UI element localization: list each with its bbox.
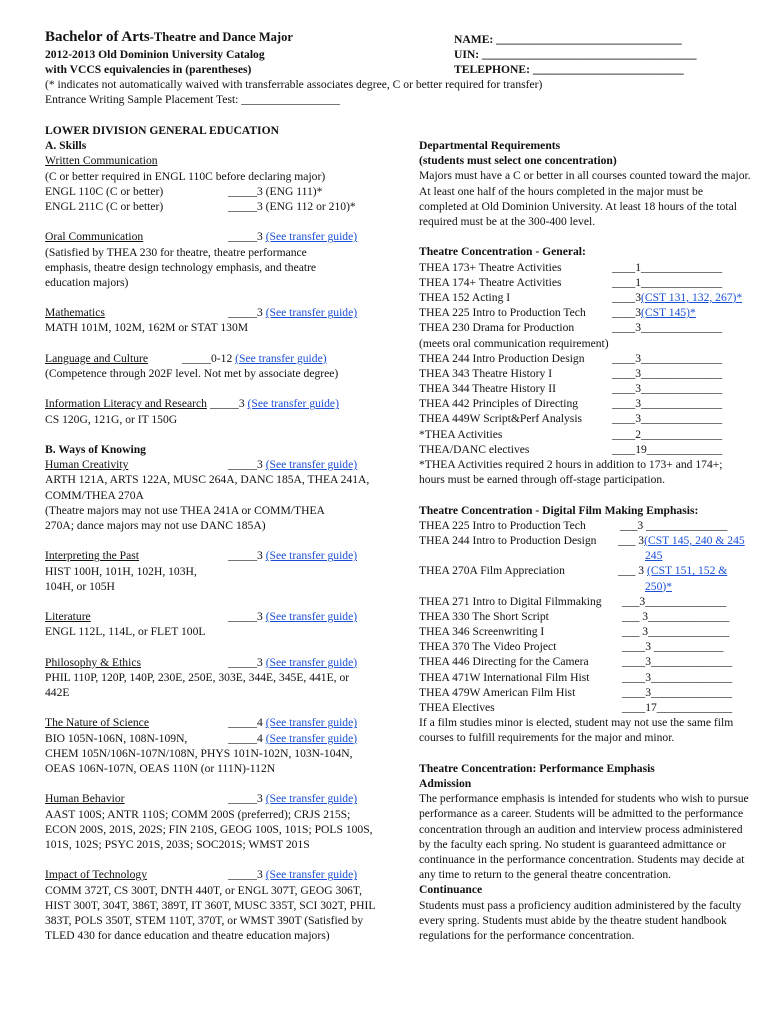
continuance-text: Students must pass a proficiency audition administered by the faculty every spring. Students must abide by the theatre student handbook regulations for the performance concentration. — [419, 898, 742, 942]
ways-heading: B. Ways of Knowing — [45, 442, 146, 456]
course-name: THEA/DANC electives — [419, 442, 530, 456]
course-hours[interactable]: ____3______________ — [622, 685, 733, 699]
course-row — [419, 639, 759, 654]
language-note: (Competence through 202F level. Not met by associate degree) — [45, 367, 339, 381]
course-row: THEA 270A Film Appreciation ___ 3 (CST 151, 152 & — [419, 564, 728, 578]
course-hours[interactable]: ____19_____________ — [612, 442, 723, 456]
course-name: THEA 152 Acting I — [419, 290, 511, 304]
course-name: THEA 471W International Film Hist — [419, 670, 590, 684]
general-concentration-heading: Theatre Concentration - General: — [419, 245, 586, 259]
activities-note: *THEA Activities required 2 hours in addition to 173+ and 174+; hours must be earned through off-stage participation. — [419, 458, 723, 487]
course-name: THEA 225 Intro to Production Tech — [419, 306, 586, 320]
oral-comm-note: (Satisfied by THEA 230 for theatre, theatre performance emphasis, theatre design technology emphasis, and theatre education majors) — [45, 245, 317, 289]
transfer-guide-link[interactable]: (See transfer guide) — [265, 230, 358, 244]
course-row — [419, 320, 759, 335]
past-row: Interpreting the Past _____3 (See transfer guide) — [45, 549, 358, 563]
transfer-guide-link[interactable]: (See transfer guide) — [265, 731, 358, 745]
course-name: THEA 346 Screenwriting I — [419, 625, 545, 639]
course-name: THEA 244 Intro Production Design — [419, 351, 585, 365]
oral-requirement-note: (meets oral communication requirement) — [419, 336, 609, 350]
film-concentration-heading: Theatre Concentration - Digital Film Making Emphasis: — [419, 503, 699, 517]
transfer-guide-link[interactable]: (See transfer guide) — [247, 397, 339, 411]
course-row — [419, 411, 759, 426]
engl211-hours[interactable]: _____3 (ENG 112 or 210)* — [228, 199, 356, 213]
course-hours[interactable]: ____3 — [612, 290, 641, 304]
transfer-guide-link[interactable]: (See transfer guide) — [265, 549, 358, 563]
telephone-field[interactable]: TELEPHONE: __________________________ — [454, 63, 684, 76]
dept-heading: Departmental Requirements — [419, 139, 561, 152]
course-name: THEA 370 The Video Project — [419, 640, 557, 654]
continuance-heading: Continuance — [419, 883, 483, 897]
engl110-row: ENGL 110C (C or better) _____3 (ENG 111)* — [45, 184, 323, 198]
info-literacy-courses: CS 120G, 121G, or IT 150G — [45, 412, 178, 426]
course-name: THEA 173+ Theatre Activities — [419, 260, 562, 274]
page-title: Bachelor of Arts-Theatre and Dance Major — [45, 29, 293, 45]
placement-test-field[interactable]: Entrance Writing Sample Placement Test: _________________ — [45, 93, 340, 106]
creativity-row: Human Creativity _____3 (See transfer guide) — [45, 458, 358, 472]
general-education-column — [45, 123, 380, 943]
course-hours[interactable]: ____17_____________ — [622, 701, 733, 715]
past-courses: HIST 100H, 101H, 102H, 103H, 104H, or 105H — [45, 564, 197, 593]
transfer-guide-link[interactable]: (See transfer guide) — [265, 868, 358, 882]
transfer-guide-link[interactable]: (See transfer guide) — [235, 351, 327, 365]
course-name: THEA 230 Drama for Production — [419, 321, 575, 335]
course-name: THEA 446 Directing for the Camera — [419, 655, 589, 669]
written-comm-note: (C or better required in ENGL 110C before declaring major) — [45, 169, 326, 183]
creativity-note: (Theatre majors may not use THEA 241A or COMM/THEA 270A; dance majors may not use DANC 185A) — [45, 503, 325, 532]
course-hours[interactable]: ____3______________ — [612, 382, 723, 396]
course-row — [419, 290, 759, 305]
section-heading: LOWER DIVISION GENERAL EDUCATION — [45, 124, 279, 137]
transfer-equivalent-link[interactable]: (CST 131, 132, 267)* — [640, 290, 743, 304]
film-minor-note: If a film studies minor is elected, student may not use the same film courses to fulfill requirements for the major and minor. — [419, 716, 734, 745]
course-hours[interactable]: ___3______________ — [622, 594, 727, 608]
transfer-guide-link[interactable]: (See transfer guide) — [265, 716, 358, 730]
course-hours[interactable]: ____3______________ — [612, 321, 723, 335]
course-hours[interactable]: ____2______________ — [612, 427, 723, 441]
transfer-guide-link[interactable]: (See transfer guide) — [265, 792, 358, 806]
course-hours[interactable]: ____3______________ — [612, 351, 723, 365]
course-row: THEA 244 Intro to Production Design ___ 3(CST 145, 240 & 245 — [419, 533, 745, 547]
course-row: THEA 225 Intro to Production Tech ___3 ______________ — [419, 518, 728, 532]
course-row — [419, 396, 759, 411]
course-name: THEA 449W Script&Perf Analysis — [419, 412, 583, 426]
general-course-list-2 — [419, 351, 759, 457]
course-name: THEA 330 The Short Script — [419, 609, 549, 623]
course-row — [419, 654, 759, 669]
creativity-courses: ARTH 121A, ARTS 122A, MUSC 264A, DANC 185A, THEA 241A, COMM/THEA 270A — [45, 473, 370, 502]
course-row — [419, 381, 759, 396]
written-comm-heading: Written Communication — [45, 154, 158, 168]
course-hours[interactable]: ____1______________ — [612, 260, 723, 274]
course-row — [419, 624, 759, 639]
course-hours[interactable]: ____3______________ — [622, 670, 733, 684]
course-row — [419, 427, 759, 442]
technology-row: Impact of Technology _____3 (See transfer guide) — [45, 868, 358, 882]
transfer-guide-link[interactable]: (See transfer guide) — [265, 610, 358, 624]
course-hours[interactable]: ____3______________ — [612, 397, 723, 411]
film-course-list — [419, 594, 759, 716]
skills-heading: A. Skills — [45, 139, 87, 153]
name-field[interactable]: NAME: ________________________________ — [454, 33, 682, 46]
philosophy-row: Philosophy & Ethics _____3 (See transfer guide) — [45, 655, 358, 669]
course-hours[interactable]: ____1______________ — [612, 275, 723, 289]
course-hours[interactable]: ___ 3______________ — [622, 609, 730, 623]
uin-field[interactable]: UIN: _____________________________________ — [454, 48, 697, 61]
dept-requirements-text: Majors must have a C or better in all courses counted toward the major. At least one half of the hours completed in the major must be completed at Old Dominion University. At least 18 hours of the total required must be at the 300-400 level. — [419, 169, 751, 228]
course-name: THEA 174+ Theatre Activities — [419, 275, 562, 289]
info-literacy-row: Information Literacy and Research _____3 (See transfer guide) — [45, 397, 339, 411]
transfer-guide-link[interactable]: (See transfer guide) — [265, 306, 358, 320]
dept-subheading: (students must select one concentration) — [419, 154, 617, 168]
engl211-row: ENGL 211C (C or better) _____3 (ENG 112 or 210)* — [45, 199, 356, 213]
course-name: THEA 271 Intro to Digital Filmmaking — [419, 594, 602, 608]
math-row: Mathematics _____3 (See transfer guide) — [45, 306, 358, 320]
literature-courses: ENGL 112L, 114L, or FLET 100L — [45, 625, 206, 639]
behavior-row: Human Behavior _____3 (See transfer guide) — [45, 792, 358, 806]
course-row — [419, 351, 759, 366]
course-hours[interactable]: ___ 3______________ — [622, 625, 730, 639]
waiver-note: (* indicates not automatically waived with transferrable associates degree, C or better required for transfer) — [45, 78, 543, 91]
course-hours[interactable]: ____3______________ — [612, 412, 723, 426]
vccs-note: with VCCS equivalencies in (parentheses) — [45, 63, 252, 76]
catalog-year: 2012-2013 Old Dominion University Catalog — [45, 48, 265, 61]
course-name: THEA Electives — [419, 701, 495, 715]
science-row: The Nature of Science _____4 (See transfer guide) — [45, 716, 358, 730]
course-hours[interactable]: ____3______________ — [612, 366, 723, 380]
course-name: THEA 344 Theatre History II — [419, 382, 556, 396]
departmental-column: Departmental Requirements (students must select one concentration) Majors must have a C or better in all courses counted toward the major. At least one half of the hours completed in the major must be completed at Old Dominion University. At least 18 hours of the total required must be at the 300-400 level. Theatre Concentration - General: THEA 173+ Theatre Activities ____1______________ THEA 174+ Theatre Activities ____1______________ THEA 152 Acting I ____3(CST 131, 132, 267)* THEA 225 Intro to Production Tech ____3(CST 145)* THEA 230 Drama for Production ____3______________ (meets oral communication requirement) THEA 244 Intro Production Design ____3______________ THEA 343 Theatre History I ____3______________ THEA 344 Theatre History II ____3______________ THEA 442 Principles of Directing ____3______________ THEA 449W Script&Perf Analysis ____3______________ *THEA Activities ____2______________ THEA/DANC electives ____19_____________ *THEA Activities required 2 hours in addition to 173+ and 174+; hours must be earned through off-stage participation. Theatre Concentration - Digital Film Making Emphasis: THEA 225 Intro to Production Tech ___3 ______________ THEA 244 Intro to Production Design ___ 3(CST 145, 240 & 245 245 THEA 270A Film Appreciation ___ 3 (CST 151, 152 & 250)* THEA 271 Intro to Digital Filmmaking ___3______________ THEA 330 The Short Script ___ 3______________ THEA 346 Screenwriting I ___ 3______________ THEA 370 The Video Project ____3 ____________ THEA 446 Directing for the Camera ____3______________ THEA 471W International Film Hist ____3______________ THEA 479W American Film Hist ____3______________ THEA Electives ____17_____________ If a film studies minor is elected, student may not use the same film courses to fulfill requirements for the major and minor. Theatre Concentration: Performance Emphasis Admission The performance emphasis is intended for students who wish to pursue performance as a career. Students will be admitted to the performance concentration through an audition and interview process administered by the faculty each spring. No student is guaranteed admittance or continuance in the performance concentration. Students may decide at any time to return to the general theatre concentration. Continuance Students must pass a proficiency audition administered by the faculty every spring. Students must abide by the theatre student handbook regulations for the performance concentration. — [419, 138, 759, 943]
course-row — [419, 670, 759, 685]
course-row — [419, 685, 759, 700]
course-row — [419, 366, 759, 381]
course-name: THEA 479W American Film Hist — [419, 685, 576, 699]
science-courses: CHEM 105N/106N-107N/108N, PHYS 101N-102N, 103N-104N, OEAS 106N-107N, OEAS 110N (or 111N)-112N — [45, 746, 353, 776]
course-hours[interactable]: ____3 — [612, 306, 641, 320]
literature-row: Literature _____3 (See transfer guide) — [45, 610, 358, 624]
course-row — [419, 275, 759, 290]
transfer-equivalent-link[interactable]: (CST 151, 152 & — [647, 564, 728, 578]
admission-heading: Admission — [419, 777, 472, 790]
course-hours[interactable]: ____3______________ — [622, 655, 733, 669]
engl110-hours[interactable]: _____3 (ENG 111)* — [228, 184, 323, 198]
behavior-courses: AAST 100S; ANTR 110S; COMM 200S (preferred); CRJS 215S; ECON 200S, 201S, 202S; FIN 210S, GEOG 100S, 101S; POLS 100S, 101S, 102S; PSYC 201S, 203S; SOC201S; WMST 201S — [45, 807, 373, 852]
oral-comm-row: Oral Communication _____3 (See transfer guide) — [45, 230, 358, 244]
transfer-equivalent-link[interactable]: (CST 145, 240 & 245 — [644, 533, 745, 547]
transfer-guide-link[interactable]: (See transfer guide) — [265, 458, 358, 472]
admission-text: The performance emphasis is intended for students who wish to pursue performance as a career. Students will be admitted to the performance concentration through an audition and interview process administered by the faculty each spring. No student is guaranteed admittance or continuance in the performance concentration. Students may decide at any time to return to the general theatre concentration. — [419, 792, 749, 882]
course-row — [419, 305, 759, 320]
course-name: *THEA Activities — [419, 427, 503, 441]
course-name: THEA 343 Theatre History I — [419, 366, 553, 380]
course-name: THEA 442 Principles of Directing — [419, 397, 579, 411]
transfer-guide-link[interactable]: (See transfer guide) — [265, 655, 358, 669]
course-row — [419, 442, 759, 457]
math-courses: MATH 101M, 102M, 162M or STAT 130M — [45, 321, 249, 335]
science-row-2: BIO 105N-106N, 108N-109N, _____4 (See transfer guide) — [45, 731, 358, 745]
course-row — [419, 594, 759, 609]
language-row: Language and Culture _____0-12 (See transfer guide) — [45, 351, 327, 365]
general-course-list — [419, 260, 759, 336]
course-hours[interactable]: ____3 ____________ — [622, 640, 724, 654]
technology-courses: COMM 372T, CS 300T, DNTH 440T, or ENGL 307T, GEOG 306T, HIST 300T, 304T, 386T, 389T, IT 360T, MUSC 335T, SCI 302T, PHIL 383T, POLS 350T, STEM 110T, 370T, or WMST 390T (Satisfied by TLED 430 for dance education and theatre education majors) — [45, 883, 375, 943]
course-row — [419, 260, 759, 275]
transfer-equivalent-link[interactable]: (CST 145)* — [640, 306, 696, 320]
course-row — [419, 700, 759, 715]
performance-heading: Theatre Concentration: Performance Emphasis — [419, 761, 655, 775]
philosophy-courses: PHIL 110P, 120P, 140P, 230E, 250E, 303E, 344E, 345E, 441E, or 442E — [45, 670, 350, 700]
course-row — [419, 609, 759, 624]
